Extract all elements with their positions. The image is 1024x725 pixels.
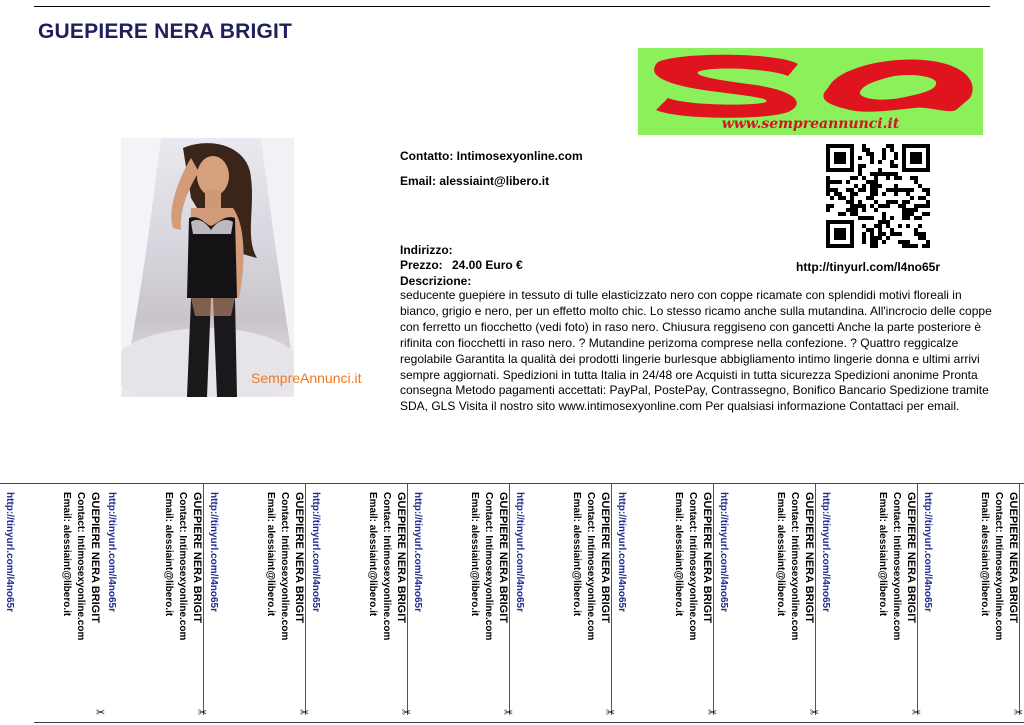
lingerie-model-image	[121, 138, 294, 397]
strip-divider	[1019, 484, 1020, 715]
strip-title: GUEPIERE NERA BRIGIT	[1007, 492, 1019, 623]
scissors-icon: ✂	[504, 707, 514, 719]
description-label: Descrizione:	[400, 274, 472, 288]
strips-bottom-rule	[34, 722, 1024, 723]
strip-link[interactable]: http://tinyurl.com/l4no65r	[412, 492, 423, 613]
strip-link[interactable]: http://tinyurl.com/l4no65r	[616, 492, 627, 613]
strip-link[interactable]: http://tinyurl.com/l4no65r	[514, 492, 525, 613]
qr-url-link[interactable]: http://tinyurl.com/l4no65r	[796, 260, 941, 274]
strip-email: Email: alessiaint@libero.it	[469, 492, 480, 617]
strip-title: GUEPIERE NERA BRIGIT	[497, 492, 509, 623]
scissors-icon: ✂	[198, 707, 208, 719]
strip-title: GUEPIERE NERA BRIGIT	[701, 492, 713, 623]
strips-top-rule	[0, 483, 1024, 484]
strip-email: Email: alessiaint@libero.it	[571, 492, 582, 617]
strip-title: GUEPIERE NERA BRIGIT	[803, 492, 815, 623]
scissors-icon: ✂	[912, 707, 922, 719]
strip-email: Email: alessiaint@libero.it	[163, 492, 174, 617]
email-line: Email: alessiaint@libero.it	[400, 174, 550, 188]
strip-contact: Contact: Intimosexyonline.com	[585, 492, 596, 641]
strip-title: GUEPIERE NERA BRIGIT	[293, 492, 305, 623]
strip-contact: Contact: Intimosexyonline.com	[177, 492, 188, 641]
top-rule	[34, 6, 990, 7]
strip-contact: Contact: Intimosexyonline.com	[381, 492, 392, 641]
strip-title: GUEPIERE NERA BRIGIT	[89, 492, 101, 623]
strip-title: GUEPIERE NERA BRIGIT	[395, 492, 407, 623]
strip-link[interactable]: http://tinyurl.com/l4no65r	[718, 492, 729, 613]
strip-email: Email: alessiaint@libero.it	[265, 492, 276, 617]
strip-link[interactable]: http://tinyurl.com/l4no65r	[106, 492, 117, 613]
price-value: 24.00 Euro €	[452, 258, 523, 272]
scissors-icon: ✂	[300, 707, 310, 719]
scissors-icon: ✂	[1014, 707, 1024, 719]
strip-contact: Contact: Intimosexyonline.com	[483, 492, 494, 641]
strip-contact: Contact: Intimosexyonline.com	[687, 492, 698, 641]
strip-email: Email: alessiaint@libero.it	[877, 492, 888, 617]
sempreannunci-logo[interactable]	[638, 48, 983, 135]
scissors-icon: ✂	[708, 707, 718, 719]
scissors-icon: ✂	[96, 707, 106, 719]
strip-link[interactable]: http://tinyurl.com/l4no65r	[208, 492, 219, 613]
product-photo[interactable]	[121, 138, 294, 397]
strip-contact: Contact: Intimosexyonline.com	[279, 492, 290, 641]
strip-email: Email: alessiaint@libero.it	[673, 492, 684, 617]
strip-email: Email: alessiaint@libero.it	[61, 492, 72, 617]
strip-contact: Contact: Intimosexyonline.com	[891, 492, 902, 641]
watermark-text: SempreAnnunci.it	[251, 370, 362, 386]
scissors-icon: ✂	[606, 707, 616, 719]
strip-link[interactable]: http://tinyurl.com/l4no65r	[310, 492, 321, 613]
listing-title: GUEPIERE NERA BRIGIT	[38, 20, 293, 43]
logo-url-text: www.sempreannunci.it	[721, 116, 900, 132]
strip-email: Email: alessiaint@libero.it	[979, 492, 990, 617]
scissors-icon: ✂	[810, 707, 820, 719]
strip-link[interactable]: http://tinyurl.com/l4no65r	[922, 492, 933, 613]
qr-code-icon[interactable]	[826, 144, 930, 248]
strip-email: Email: alessiaint@libero.it	[367, 492, 378, 617]
contact-line: Contatto: Intimosexyonline.com	[400, 149, 583, 163]
strip-contact: Contact: Intimosexyonline.com	[993, 492, 1004, 641]
description-text: seducente guepiere in tessuto di tulle elasticizzato nero con coppe ricamate con splendidi motivi floreali in bianco, grigio e nero, per un effetto molto chic. Lo stesso ricamo anche sulla mutandina. All'incrocio delle coppe con ferretto un fiocchetto (vedi foto) in raso nero. Chiusura reggiseno con gancetti Anche la parte posteriore è rifinita con fiocchetti in raso nero. ? Mutandine perizoma comprese nella confezione. ? Quattro reggicalze regolabile Garantita la qualità dei prodotti lingerie burlesque abbigliamento intimo lingerie donna e ultimi arrivi sempre aggiornati. Spedizioni in tutta Italia in 24/48 ore Acquisti in tutta sicurezza Spedizioni anonime Pronta consegna Metodo pagamenti accettati: PayPal, PostePay, Contrassegno, Bonifico Bancario Spedizione tramite SDA, GLS Visita il nostro sito www.intimosexyonline.com Per qualsiasi informazione Contattaci per email.	[400, 288, 992, 414]
strip-title: GUEPIERE NERA BRIGIT	[599, 492, 611, 623]
strip-contact: Contact: Intimosexyonline.com	[75, 492, 86, 641]
strip-link[interactable]: http://tinyurl.com/l4no65r	[820, 492, 831, 613]
strip-contact: Contact: Intimosexyonline.com	[789, 492, 800, 641]
strip-title: GUEPIERE NERA BRIGIT	[905, 492, 917, 623]
price-label: Prezzo:	[400, 258, 443, 272]
strip-email: Email: alessiaint@libero.it	[775, 492, 786, 617]
address-label: Indirizzo:	[400, 243, 453, 257]
strip-title: GUEPIERE NERA BRIGIT	[191, 492, 203, 623]
strip-link[interactable]: http://tinyurl.com/l4no65r	[4, 492, 15, 613]
scissors-icon: ✂	[402, 707, 412, 719]
